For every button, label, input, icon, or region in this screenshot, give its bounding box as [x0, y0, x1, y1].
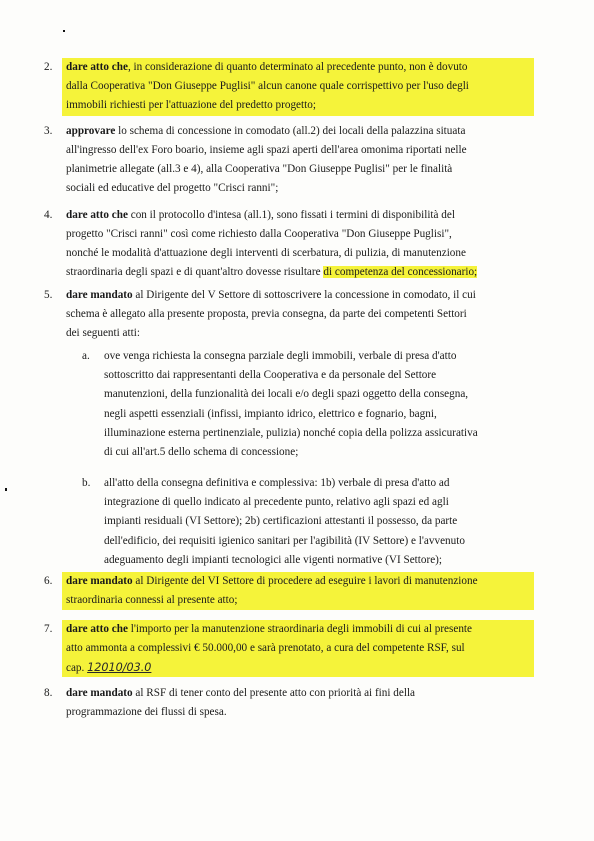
item-line: dalla Cooperativa "Don Giuseppe Puglisi" alcun canone quale corrispettivo per l'uso degli [66, 80, 469, 92]
scan-speck [63, 30, 65, 32]
item-line: sociali ed educative del progetto "Crisci ranni"; [66, 182, 279, 194]
item-5 [44, 286, 529, 343]
subitem-letter: a. [82, 350, 90, 362]
item-line: straordinaria degli spazi e di quant'altro dovesse risultare di competenza del concessionario; [66, 266, 478, 278]
item-number: 6. [44, 575, 53, 587]
item-number: 2. [44, 61, 53, 73]
subitem-line: all'atto della consegna definitiva e complessiva: 1b) verbale di presa d'atto ad [104, 477, 450, 489]
item-line: programmazione dei flussi di spesa. [66, 706, 227, 718]
item-line: all'ingresso dell'ex Foro boario, insieme agli spazi aperti dell'area omonima riportati nelle [66, 144, 467, 156]
item-line: immobili richiesti per l'attuazione del predetto progetto; [66, 99, 316, 111]
item-line: approvare lo schema di concessione in comodato (all.2) dei locali della palazzina situata [66, 125, 466, 137]
item-line: progetto "Crisci ranni" così come richiesto dalla Cooperativa "Don Giuseppe Puglisi", [66, 228, 452, 240]
subitem-line: di cui all'art.5 dello schema di concessione; [104, 446, 299, 459]
subitem-line: integrazione di quello indicato al precedente punto, relativo agli spazi ed agli [104, 496, 449, 509]
highlight: di competenza del concessionario; [323, 266, 478, 278]
item-line: nonché le modalità d'attuazione degli interventi di scerbatura, di pulizia, di manutenzione [66, 247, 466, 259]
subitem-line: dell'edificio, dei requisiti igienico sanitari per l'agibilità (IV Settore) e l'avvenuto [104, 534, 465, 547]
item-number: 5. [44, 289, 53, 301]
subitem-line: illuminazione esterna pertinenziale, pulizia) nonché copia della polizza assicurativa [104, 426, 478, 439]
item-number: 3. [44, 125, 53, 137]
subitem-letter: b. [82, 477, 91, 489]
item-line: planimetrie allegate (all.3 e 4), alla Cooperativa "Don Giuseppe Puglisi" per le finalità [66, 163, 453, 175]
item-line: dare atto che, in considerazione di quanto determinato al precedente punto, non è dovuto [66, 61, 468, 73]
subitem-a [82, 347, 526, 462]
subitem-line: manutenzioni, della funzionalità dei locali e/o degli spazi oggetto della consegna, [104, 388, 469, 401]
item-line: dei seguenti atti: [66, 327, 140, 339]
item-6 [44, 572, 529, 610]
subitem-line: negli aspetti essenziali (infissi, impianto idrico, elettrico e fognario, bagni, [104, 407, 437, 420]
subitem-line: sottoscritto dai rappresentanti della Cooperativa e da personale del Settore [104, 369, 437, 382]
item-line: dare mandato al Dirigente del VI Settore di procedere ad eseguire i lavori di manutenzione [66, 575, 478, 587]
item-8 [44, 684, 529, 722]
item-line: cap. 12010/03.0 [66, 661, 152, 674]
item-line: schema è allegato alla presente proposta, previa consegna, da parte dei competenti Settori [66, 308, 467, 320]
item-line: straordinaria connessi al presente atto; [66, 594, 238, 606]
item-line: dare atto che l'importo per la manutenzione straordinaria degli immobili di cui al presente [66, 623, 473, 635]
scan-speck [5, 488, 7, 491]
item-number: 4. [44, 209, 53, 221]
item-number: 8. [44, 687, 53, 699]
item-line: dare mandato al RSF di tener conto del presente atto con priorità ai fini della [66, 687, 416, 699]
item-line: atto ammonta a complessivi € 50.000,00 e sarà prenotato, a cura del competente RSF, sul [66, 642, 465, 654]
subitem-b [82, 474, 526, 570]
item-3 [44, 122, 529, 198]
item-number: 7. [44, 623, 53, 635]
item-line: dare mandato al Dirigente del V Settore di sottoscrivere la concessione in comodato, il cui [66, 289, 476, 301]
subitem-line: impianti residuali (VI Settore); 2b) certificazioni attestanti il possesso, da parte [104, 515, 458, 528]
item-7 [44, 620, 529, 678]
item-4 [44, 206, 529, 282]
subitem-line: ove venga richiesta la consegna parziale degli immobili, verbale di presa d'atto [104, 350, 457, 362]
handwritten-chapter: 12010/03.0 [87, 661, 152, 674]
item-line: dare atto che con il protocollo d'intesa (all.1), sono fissati i termini di disponibilità del [66, 209, 455, 221]
subitem-line: adeguamento degli impianti tecnologici alle vigenti normative (VI Settore); [104, 553, 443, 566]
item-2 [44, 58, 529, 115]
